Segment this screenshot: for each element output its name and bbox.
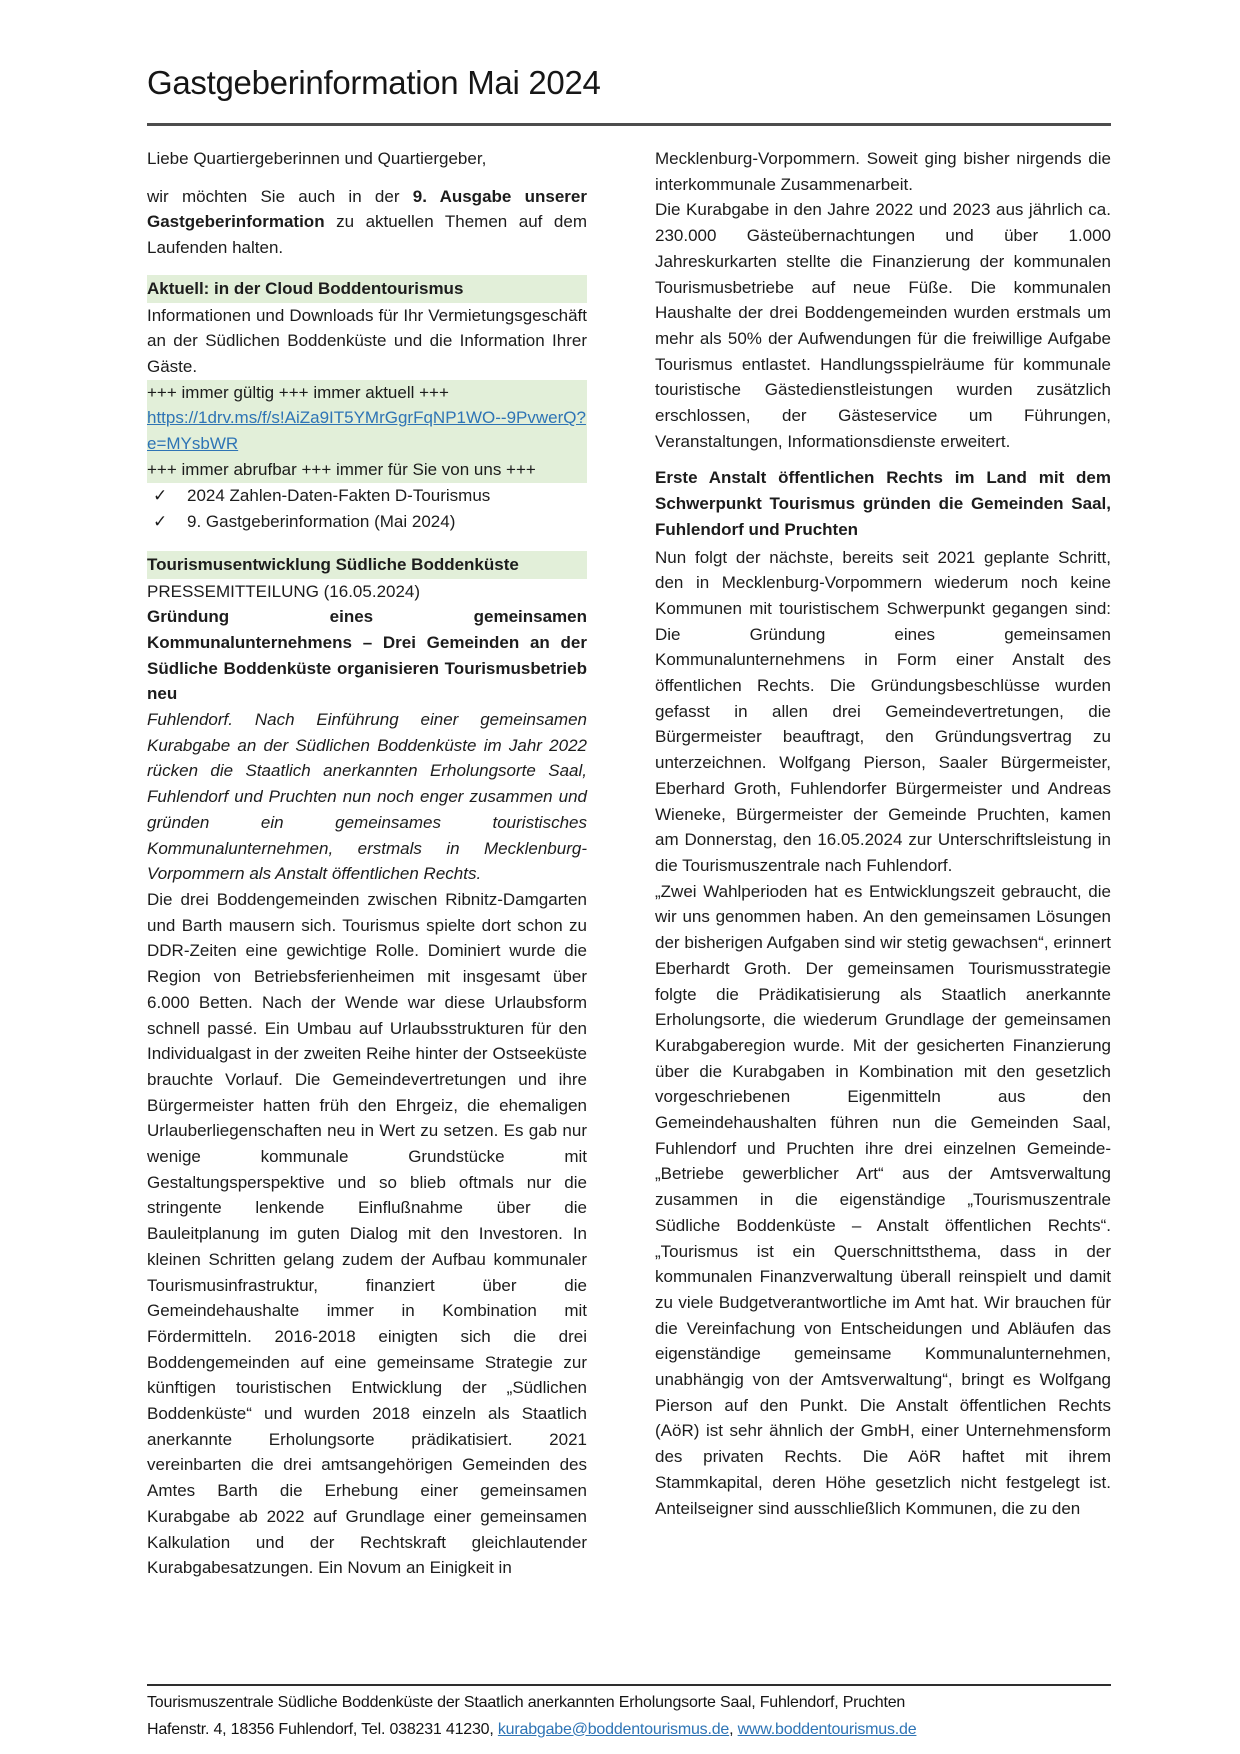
press-title: Gründung eines gemeinsamen Kommunalunternehmens – Drei Gemeinden an der Südliche Boddenküste organisieren Tourismusbetrieb neu bbox=[147, 607, 587, 704]
footer-divider bbox=[147, 1684, 1111, 1686]
page-content bbox=[147, 64, 1111, 1674]
intro-paragraph bbox=[147, 184, 587, 261]
footer bbox=[147, 1684, 1111, 1743]
aor-section-heading: Erste Anstalt öffentlichen Rechts im Land mit dem Schwerpunkt Tourismus gründen die Gemeinden Saal, Fuhlendorf und Pruchten bbox=[655, 468, 1111, 539]
footer-separator: , bbox=[729, 1720, 738, 1738]
cloud-download-link[interactable]: https://1drv.ms/f/s!AiZa9IT5YMrGgrFqNP1WO--9PvwerQ?e=MYsbWR bbox=[147, 408, 586, 454]
left-column bbox=[147, 146, 587, 1674]
checkmark-icon: ✓ bbox=[153, 512, 168, 532]
right-column bbox=[655, 146, 1111, 1674]
intro-text-bold: 9. Ausgabe unserer Gastgeberinformation bbox=[147, 186, 587, 232]
checklist bbox=[147, 483, 587, 534]
quotes-paragraph: „Zwei Wahlperioden hat es Entwicklungszeit gebraucht, die wir uns genommen haben. An den gemeinsamen Lösungen der bisherigen Aufgaben sind wir stetig gewachsen“, erinnert Eberhardt Groth. Der gemeinsamen Tourismusstrategie folgte die Prädikatisierung als Staatlich anerkannte Erholungsorte, die wiederum Grundlage der gemeinsamen Kurabgaberegion wurde. Mit der gesicherten Finanzierung über die Kurabgaben in Kombination mit den gesetzlich vorgeschriebenen Eigenmitteln aus den Gemeindehaushalten führen nun die Gemeinden Saal, Fuhlendorf und Pruchten ihre drei einzelnen Gemeinde-„Betriebe gewerblicher Art“ aus der Amtsverwaltung zusammen in die eigenständige „Tourismuszentrale Südliche Boddenküste – Anstalt öffentlichen Rechts“. „Tourismus ist ein Querschnittsthema, dass in der kommunalen Finanzverwaltung überall reinspielt und damit zu viele Budgetverantwortliche im Amt hat. Wir brauchen für die Vereinfachung von Entscheidungen und Abläufen das eigenständige gemeinsame Kommunalunternehmen, unabhängig von der Amtsverwaltung“, bringt es Wolfgang Pierson auf den Punkt. Die Anstalt öffentlichen Rechts (AöR) ist sehr ähnlich der GmbH, einer Unternehmensform des privaten Rechts. Die AöR haftet mit ihrem Stammkapital, deren Höhe gesetzlich nicht festgelegt ist. Anteilseigner sind ausschließlich Kommunen, die zu den bbox=[655, 881, 1111, 1518]
footer-org-line: Tourismuszentrale Südliche Boddenküste der Staatlich anerkannten Erholungsorte Saal, Fuhlendorf, Pruchten bbox=[147, 1694, 906, 1711]
kurabgabe-paragraph: Die Kurabgabe in den Jahre 2022 und 2023 aus jährlich ca. 230.000 Gästeübernachtungen und über 1.000 Jahreskurkarten stellte die Finanzierung der kommunalen Tourismusbetriebe auf neue Füße. Die kommunalen Haushalte der drei Boddengemeinden wurden erstmals um mehr als 50% der Aufwendungen für die freiwillige Aufgabe Tourismus entlastet. Handlungsspielräume für kommunale touristische Gästedienstleistungen wurden zusätzlich erschlossen, der Gästeservice um Führungen, Veranstaltungen, Informationsdienste erweitert. bbox=[655, 200, 1111, 451]
cloud-link-line bbox=[147, 405, 587, 456]
cloud-section-heading: Aktuell: in der Cloud Boddentourismus bbox=[147, 275, 587, 303]
press-subheading: PRESSEMITTEILUNG (16.05.2024) bbox=[147, 581, 421, 601]
footer-contact-line bbox=[147, 1717, 1111, 1744]
website-link[interactable]: www.boddentourismus.de bbox=[737, 1720, 917, 1738]
checklist-item-label: 9. Gastgeberinformation (Mai 2024) bbox=[187, 512, 456, 532]
checklist-item-label: 2024 Zahlen-Daten-Fakten D-Tourismus bbox=[187, 486, 491, 506]
press-lead-paragraph: Fuhlendorf. Nach Einführung einer gemeinsamen Kurabgabe an der Südlichen Boddenküste im Jahr 2022 rücken die Staatlich anerkannten Erholungsorte Saal, Fuhlendorf und Pruchten nun noch enger zusammen und gründen ein gemeinsames touristisches Kommunalunternehmen, erstmals in Mecklenburg-Vorpommern als Anstalt öffentlichen Rechts. bbox=[147, 710, 587, 884]
ticker-bottom-line: +++ immer abrufbar +++ immer für Sie von uns +++ bbox=[147, 459, 536, 479]
press-section-heading: Tourismusentwicklung Südliche Boddenküste bbox=[147, 551, 587, 579]
footer-text bbox=[147, 1690, 1111, 1743]
checklist-item bbox=[147, 509, 587, 535]
ticker-block bbox=[147, 380, 587, 484]
salutation: Liebe Quartiergeberinnen und Quartiergeber, bbox=[147, 149, 487, 168]
intro-text-pre: wir möchten Sie auch in der bbox=[147, 186, 413, 206]
title-divider bbox=[147, 123, 1111, 126]
founding-paragraph: Nun folgt der nächste, bereits seit 2021 geplante Schritt, den in Mecklenburg-Vorpommern wiederum noch keine Kommunen mit touristischem Schwerpunkt gegangen sind: Die Gründung eines gemeinsamen Kommunalunternehmens in Form einer Anstalt des öffentlichen Rechts. Die Gründungsbeschlüsse wurden gefasst in allen drei Gemeindevertretungen, die Bürgermeister beauftragt, den Gründungsvertrag zu unterzeichnen. Wolfgang Pierson, Saaler Bürgermeister, Eberhard Groth, Fuhlendorfer Bürgermeister und Andreas Wieneke, Bürgermeister der Gemeinde Pruchten, kamen am Donnerstag, den 16.05.2024 zur Unterschriftsleistung in die Tourismuszentrale nach Fuhlendorf. bbox=[655, 547, 1111, 875]
cloud-section-body: Informationen und Downloads für Ihr Vermietungsgeschäft an der Südlichen Boddenküste und die Information Ihrer Gäste. bbox=[147, 305, 587, 376]
article-columns bbox=[147, 146, 1111, 1674]
footer-address: Hafenstr. 4, 18356 Fuhlendorf, Tel. 038231 41230, bbox=[147, 1720, 498, 1738]
continuation-paragraph: Mecklenburg-Vorpommern. Soweit ging bisher nirgends die interkommunale Zusammenarbeit. bbox=[655, 149, 1111, 194]
checklist-item bbox=[147, 483, 587, 509]
checkmark-icon: ✓ bbox=[153, 486, 168, 506]
ticker-top-line: +++ immer gültig +++ immer aktuell +++ bbox=[147, 382, 449, 402]
email-link[interactable]: kurabgabe@boddentourismus.de bbox=[497, 1720, 730, 1738]
intro-text-post: zu aktuellen Themen auf dem Laufenden halten. bbox=[147, 212, 587, 258]
page-title: Gastgeberinformation Mai 2024 bbox=[147, 64, 601, 101]
press-body-paragraph: Die drei Boddengemeinden zwischen Ribnitz-Damgarten und Barth mausern sich. Tourismus spielte dort schon zu DDR-Zeiten eine gewichtige Rolle. Dominiert wurde die Region von Betriebsferienheimen mit insgesamt über 6.000 Betten. Nach der Wende war diese Urlaubsform schnell passé. Ein Umbau auf Urlaubsstrukturen für den Individualgast in der zweiten Reihe hinter der Ostseeküste brauchte Vorlauf. Die Gemeindevertretungen und ihre Bürgermeister hatten früh den Ehrgeiz, die ehemaligen Urlauberliegenschaften neu in Wert zu setzen. Es gab nur wenige kommunale Grundstücke mit Gestaltungsperspektive und so blieb oftmals nur die stringente lenkende Einflußnahme über die Bauleitplanung im guten Dialog mit den Investoren. In kleinen Schritten gelang zudem der Aufbau kommunaler Tourismusinfrastruktur, finanziert über die Gemeindehaushalte immer in Kombination mit Fördermitteln. 2016-2018 einigten sich die drei Boddengemeinden auf eine gemeinsame Strategie zur künftigen touristischen Entwicklung der „Südlichen Boddenküste“ und wurden 2018 einzeln als Staatlich anerkannte Erholungsorte prädikatisiert. 2021 vereinbarten die drei amtsangehörigen Gemeinden des Amtes Barth die Erhebung einer gemeinsamen Kurabgabe ab 2022 auf Grundlage einer gemeinsamen Kalkulation und der Rechtskraft gleichlautender Kurabgabesatzungen. Ein Novum an Einigkeit in bbox=[147, 889, 587, 1578]
